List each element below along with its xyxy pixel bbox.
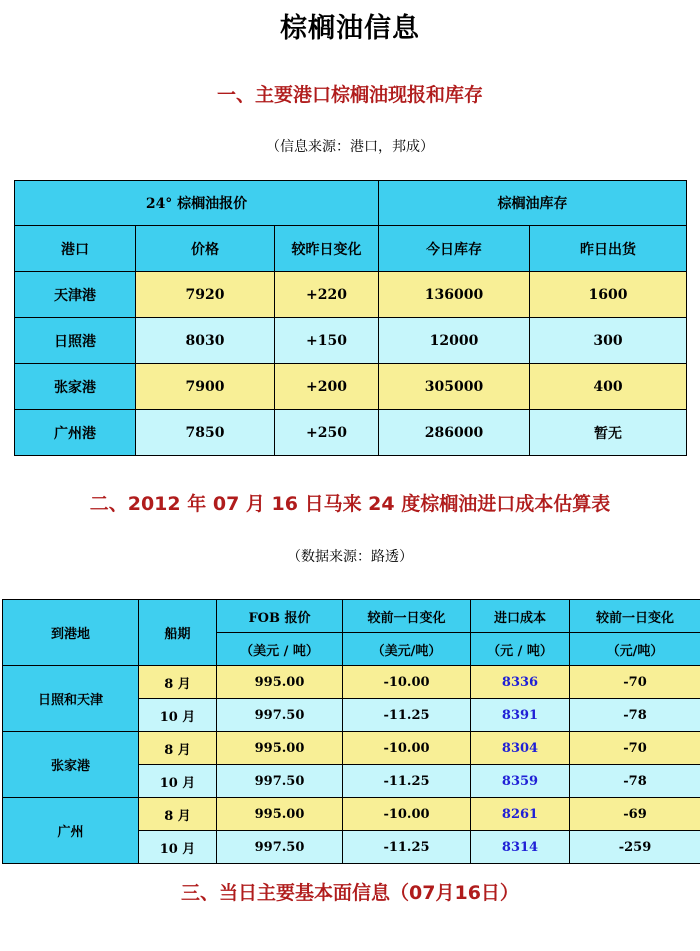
fob-change-cell: -11.25	[343, 765, 471, 798]
table-row	[15, 272, 687, 318]
month-cell: 8 月	[139, 732, 217, 765]
col-header-stock: 今日库存	[379, 226, 530, 272]
table-row	[15, 364, 687, 410]
group-header-price: 24° 棕榈油报价	[15, 181, 379, 226]
col-header-shipping-month: 船期	[139, 600, 217, 666]
fob-cell: 995.00	[217, 666, 343, 699]
fob-change-cell: -10.00	[343, 732, 471, 765]
price-cell: 7900	[136, 364, 275, 410]
import-cost-cell: 8359	[471, 765, 570, 798]
table-row	[3, 732, 700, 765]
destination-cell: 张家港	[3, 732, 139, 798]
section2-heading: 二、2012 年 07 月 16 日马来 24 度棕榈油进口成本估算表	[89, 493, 611, 515]
cost-change-cell: -259	[570, 831, 700, 864]
fob-cell: 997.50	[217, 765, 343, 798]
col-header-cost-change: 较前一日变化	[570, 600, 700, 633]
price-cell: 7850	[136, 410, 275, 456]
port-name: 张家港	[15, 364, 136, 410]
change-cell: +200	[275, 364, 379, 410]
month-cell: 10 月	[139, 831, 217, 864]
cost-change-cell: -78	[570, 699, 700, 732]
port-name: 天津港	[15, 272, 136, 318]
fob-cell: 997.50	[217, 831, 343, 864]
fob-change-cell: -10.00	[343, 798, 471, 831]
table-row	[3, 666, 700, 699]
section1-heading: 一、主要港口棕榈油现报和库存	[216, 84, 483, 106]
table-row	[3, 798, 700, 831]
fob-change-cell: -10.00	[343, 666, 471, 699]
col-header-cost-change-unit: （元/吨）	[570, 633, 700, 666]
col-header-fob: FOB 报价	[217, 600, 343, 633]
col-header-fob-unit: （美元 / 吨）	[217, 633, 343, 666]
month-cell: 8 月	[139, 798, 217, 831]
port-price-stock-table	[14, 180, 687, 456]
import-cost-cell: 8261	[471, 798, 570, 831]
col-header-price: 价格	[136, 226, 275, 272]
col-header-port: 港口	[15, 226, 136, 272]
page-title: 棕榈油信息	[280, 13, 420, 44]
shipped-cell: 暂无	[530, 410, 687, 456]
import-cost-cell: 8314	[471, 831, 570, 864]
col-header-fob-change-unit: （美元/吨）	[343, 633, 471, 666]
stock-cell: 286000	[379, 410, 530, 456]
fob-cell: 995.00	[217, 732, 343, 765]
shipped-cell: 400	[530, 364, 687, 410]
shipped-cell: 300	[530, 318, 687, 364]
destination-cell: 广州	[3, 798, 139, 864]
table-row	[15, 318, 687, 364]
cost-change-cell: -70	[570, 732, 700, 765]
change-cell: +250	[275, 410, 379, 456]
table-row	[15, 410, 687, 456]
fob-change-cell: -11.25	[343, 699, 471, 732]
port-name: 广州港	[15, 410, 136, 456]
fob-cell: 995.00	[217, 798, 343, 831]
destination-cell: 日照和天津	[3, 666, 139, 732]
col-header-shipped: 昨日出货	[530, 226, 687, 272]
price-cell: 7920	[136, 272, 275, 318]
import-cost-cell: 8336	[471, 666, 570, 699]
month-cell: 10 月	[139, 765, 217, 798]
import-cost-table	[2, 599, 700, 864]
cost-change-cell: -69	[570, 798, 700, 831]
shipped-cell: 1600	[530, 272, 687, 318]
cost-change-cell: -70	[570, 666, 700, 699]
col-header-import-cost-unit: （元 / 吨）	[471, 633, 570, 666]
section1-source: （信息来源：港口，邦成）	[266, 139, 434, 155]
stock-cell: 136000	[379, 272, 530, 318]
group-header-stock: 棕榈油库存	[379, 181, 687, 226]
change-cell: +150	[275, 318, 379, 364]
cost-change-cell: -78	[570, 765, 700, 798]
port-name: 日照港	[15, 318, 136, 364]
import-cost-cell: 8304	[471, 732, 570, 765]
stock-cell: 305000	[379, 364, 530, 410]
col-header-fob-change: 较前一日变化	[343, 600, 471, 633]
section2-source: （数据来源：路透）	[287, 549, 413, 565]
section3-heading: 三、当日主要基本面信息（07月16日）	[181, 882, 519, 904]
price-cell: 8030	[136, 318, 275, 364]
month-cell: 8 月	[139, 666, 217, 699]
import-cost-cell: 8391	[471, 699, 570, 732]
col-header-import-cost: 进口成本	[471, 600, 570, 633]
month-cell: 10 月	[139, 699, 217, 732]
col-header-change: 较昨日变化	[275, 226, 379, 272]
change-cell: +220	[275, 272, 379, 318]
fob-change-cell: -11.25	[343, 831, 471, 864]
col-header-destination: 到港地	[3, 600, 139, 666]
fob-cell: 997.50	[217, 699, 343, 732]
stock-cell: 12000	[379, 318, 530, 364]
